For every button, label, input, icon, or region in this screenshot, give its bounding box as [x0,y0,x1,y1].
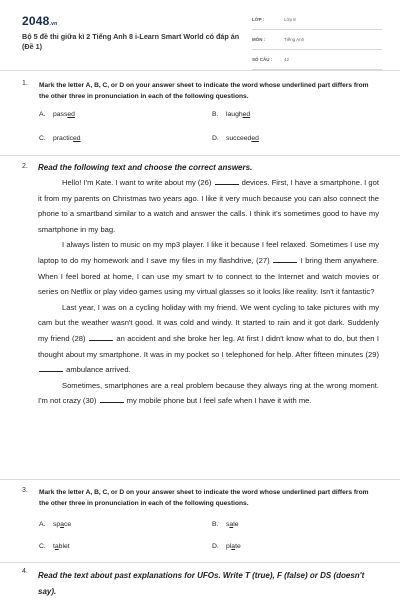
passage-paragraph [38,237,379,299]
option-text: t [53,543,55,550]
answer-blank [215,178,239,185]
question-number: 3. [22,487,28,494]
passage-text: Hello! I'm Kate. I want to write about my (26) [62,178,214,187]
passage-text: I bring them anywhere. When I feel bored at home, I can use my smart tv to connect to the Internet and watch movies or series on Netflix or play video games using my virtual glasses so it looks like reality. Isn't it fantastic? [38,255,379,297]
logo-suffix: .vn [49,21,58,27]
question-instruction: Mark the letter A, B, C, or D on your answer sheet to indicate the word whose underlined part differs from the other three in pronunciation in each of the following questions. [39,489,369,507]
question-divider [0,479,400,480]
option-a[interactable] [39,521,71,528]
passage-text: an accident and she broke her leg. At first I didn't know what to do, but then I thought about my smartphone. It was in my pocket so I telephoned for help. After fifteen minutes (29) [38,333,380,359]
question-instruction: Mark the letter A, B, C, or D on your answer sheet to indicate the word whose underlined part differs from the other three in pronunciation in each of the following questions. [39,82,369,100]
meta-row-subject [252,35,382,50]
answer-blank [89,334,113,341]
option-text: sp [53,521,61,528]
passage-text: Sometimes, smartphones are a real problem because they always ring at the wrong moment. I'm not crazy (30) [38,380,379,406]
passage-text: Last year, I was on a cycling holiday with my friend. We went cycling to take pictures with my cam but the weather wasn't good. It was cold and windy. It started to rain and it got dark. Suddenly my friend (28) [38,302,379,343]
option-letter: D. [212,543,219,550]
meta-value: 42 [284,57,290,62]
header-divider [0,70,400,71]
meta-value: Tiếng Anh [284,37,305,42]
meta-key: MÔN : [252,37,266,42]
option-underlined: a [54,543,59,550]
option-letter: B. [212,521,219,528]
passage-text: my mobile phone but I feel safe when I have it with me. [124,396,312,406]
passage-text: ambulance arrived. [64,365,131,375]
question-number: 2. [22,163,28,170]
option-text: practic [53,135,74,142]
question-4 [22,568,382,600]
document-header [0,0,400,66]
question-divider [0,562,400,563]
option-d[interactable] [212,543,241,550]
question-1 [22,80,382,152]
option-underlined: a [229,521,234,528]
document-title: Bộ 5 đề thi giữa kì 2 Tiếng Anh 8 i-Learn Smart World có đáp án (Đề 1) [22,32,240,51]
option-text: laugh [226,111,243,118]
answer-blank [100,396,124,403]
question-title: Read the text about past explanations for UFOs. Write T (true), F (false) or DS (doesn't say). [38,571,365,596]
option-letter: B. [212,111,219,118]
meta-row-count [252,55,382,70]
option-underlined: a [60,521,64,528]
option-text: pass [53,111,68,118]
site-logo[interactable] [22,14,57,28]
option-d[interactable] [212,135,259,142]
passage-paragraph [38,300,379,378]
option-text: s [226,521,230,528]
question-number: 1. [22,80,28,87]
option-text: pl [226,543,232,550]
option-letter: A. [39,111,46,118]
question-3 [22,487,382,559]
option-underlined: ed [67,111,75,118]
passage-text: devices. First, I have a smartphone. I got it from my parents on Christmas two years ago. I like it very much because you can also connect the phone to a smartband similar to a watch and answer the calls. I think it's sometimes good to have my smartphone in my bag. [38,178,379,234]
option-text: le [233,521,239,528]
answer-blank [273,256,297,263]
question-title: Read the following text and choose the correct answers. [38,163,253,172]
option-letter: C. [39,135,46,142]
question-number: 4. [22,568,28,575]
meta-table [252,15,382,75]
meta-row-class [252,15,382,30]
option-underlined: ed [73,135,81,142]
option-text: succeed [226,135,252,142]
option-underlined: a [231,543,236,550]
meta-key: SỐ CÂU : [252,57,273,62]
logo-text: 2048 [22,14,50,28]
option-b[interactable] [212,521,238,528]
option-letter: D. [212,135,219,142]
option-text: te [235,543,241,550]
passage-text: I always listen to music on my mp3 player. I like it because I feel relaxed. Sometimes I use my laptop to do my homework and I save my files in my flashdrive, (27) [38,240,379,265]
option-letter: A. [39,521,46,528]
reading-passage [38,175,379,409]
option-underlined: ed [242,111,251,118]
option-c[interactable] [39,543,70,550]
meta-key: LỚP : [252,17,265,22]
meta-value: Lớp 8 [284,17,296,22]
question-divider [0,155,400,156]
option-b[interactable] [212,111,250,118]
option-a[interactable] [39,111,75,118]
passage-paragraph [38,175,379,237]
option-text: blet [58,543,70,550]
option-c[interactable] [39,135,81,142]
option-underlined: ed [251,135,259,142]
passage-paragraph [38,378,379,409]
option-letter: C. [39,543,46,550]
option-text: ce [63,521,72,528]
answer-blank [39,365,63,372]
